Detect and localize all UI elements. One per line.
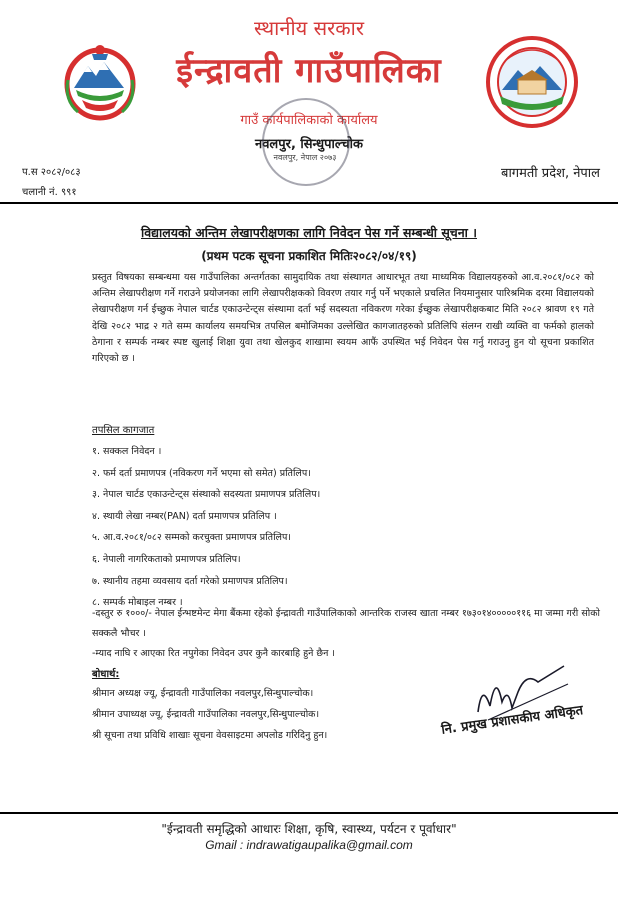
list-item: ५. आ.व.२०८१/०८२ सम्मको करचुक्ता प्रमाणपत्र प्रतिलिप।	[92, 532, 291, 544]
list-item: १. सक्कल निवेदन ।	[92, 446, 162, 457]
list-item: ४. स्थायी लेखा नम्बर(PAN) दर्ता प्रमाणपत्र प्रतिलिप ।	[92, 510, 277, 522]
list-item: ८. सम्पर्क मोबाइल नम्बर ।	[92, 597, 183, 609]
notice-title: विद्यालयको अन्तिम लेखापरीक्षणका लागि निवेदन पेस गर्ने सम्बन्धी सूचना ।	[140, 225, 478, 240]
list-item: ३. नेपाल चार्टड एकाउन्टेन्ट्स संस्थाको सदस्यता प्रमाणपत्र प्रतिलिप।	[92, 489, 321, 501]
footer-email: Gmail : indrawatigaupalika@gmail.com	[205, 838, 413, 852]
province-name: बागमती प्रदेश, नेपाल	[501, 166, 600, 181]
list-item: ७. स्थानीय तहमा व्यवसाय दर्ता गरेको प्रमाणपत्र प्रतिलिप।	[92, 575, 288, 587]
list-item: श्रीमान अध्यक्ष ज्यू, ईन्द्रावती गाउँपालिका नवलपुर,सिन्धुपाल्चोक।	[92, 688, 314, 699]
documents-heading: तपसिल कागजात	[92, 425, 155, 436]
municipality-name: ईन्द्रावती गाउँपालिका	[176, 51, 442, 91]
deadline-note: -म्याद नाघि र आएका रित नपुगेका निवेदन उपर कुनै कारबाहि हुने छैन ।	[92, 648, 335, 659]
list-item: श्री सूचना तथा प्रविधि शाखाः सूचना वेवसाइटमा अपलोड गरिदिनु हुन।	[92, 730, 328, 741]
office-name: गाउँ कार्यपालिकाको कार्यालय	[240, 113, 378, 128]
list-item: श्रीमान उपाध्यक्ष ज्यू, ईन्द्रावती गाउँपालिका नवलपुर,सिन्धुपाल्चोक।	[92, 709, 320, 720]
fee-note: -दस्तुर रु १०००/- नेपाल ईन्भष्टमेन्ट मेगा बैंकमा रहेको ईन्द्रावती गाउँपालिकाको आन्तरिक राजस्व खाता नम्बर १७३०१४०००००११६ मा जम्मा गरी सोको सक्कलै भौचर ।	[92, 608, 600, 639]
header-divider	[0, 202, 618, 204]
dispatch-number: चलानी नं. ९९१	[22, 187, 77, 198]
letter-reference-number: प.स २०८२/०८३	[22, 167, 81, 178]
list-item: ६. नेपाली नागरिकताको प्रमाणपत्र प्रतिलिप।	[92, 553, 241, 565]
notice-body: प्रस्तुत विषयका सम्बन्धमा यस गाउँपालिका अन्तर्गतका सामुदायिक तथा संस्थागत आधारभूत तथा माध्यमिक विद्यालयहरुको आ.व.२०८१/०८२ को अन्तिम लेखापरीक्षण गर्ने गराउने प्रयोजनका लागि लेखापरीक्षकको विवरण तयार गर्नु पर्ने भएकाले प्रचलित नियमानुसार पारिश्रमिक दरमा विद्यालयको लेखापरीक्षण गर्न ईच्छुक नेपाल चार्टड एकाउन्टेन्ट्स संस्थामा दर्ता भई सदस्यता नविकरण गरेका ईच्छुक लेखापरीक्षकबाट मिति २०८२ श्रावण १९ गते देखि २०८२ भाद्र २ गते सम्म कार्यालय समयभित्र तपसिल बमोजिमका उल्लेखित कागजातहरुको प्रतिलिपि संलग्न राखी व्यक्ति वा फर्मको हालको ठेगाना र सम्पर्क नम्बर स्पष्ट खुलाई शिक्षा युवा तथा खेलकुद शाखामा स्वयम आफैं उपस्थित भई निवेदन पेस गर्नु गराउनु हुन यो सूचना प्रकाशित गरिएको छ ।	[92, 272, 594, 365]
signature-title: नि. प्रमुख प्रशासकीय अधिकृत	[440, 703, 584, 738]
office-stamp	[262, 98, 350, 186]
list-item: २. फर्म दर्ता प्रमाणपत्र (नविकरण गर्ने भएमा सो समेत) प्रतिलिप।	[92, 467, 311, 479]
notice-subtitle: (प्रथम पटक सूचना प्रकाशित मितिः२०८२/०४/१९)	[201, 249, 417, 263]
office-address: नवलपुर, सिन्धुपाल्चोक	[254, 137, 364, 152]
header-local-government: स्थानीय सरकार	[254, 16, 364, 40]
cc-heading: बोधार्थ:	[92, 669, 120, 680]
documents-list	[92, 444, 320, 617]
footer-divider	[0, 812, 618, 814]
office-stamp-text: नवलपुर, नेपाल २०७३	[273, 153, 337, 162]
cc-list	[92, 686, 327, 749]
footer-slogan: "ईन्द्रावती समृद्धिको आधारः शिक्षा, कृषि, स्वास्थ्य, पर्यटन र पूर्वाधार"	[161, 822, 457, 836]
